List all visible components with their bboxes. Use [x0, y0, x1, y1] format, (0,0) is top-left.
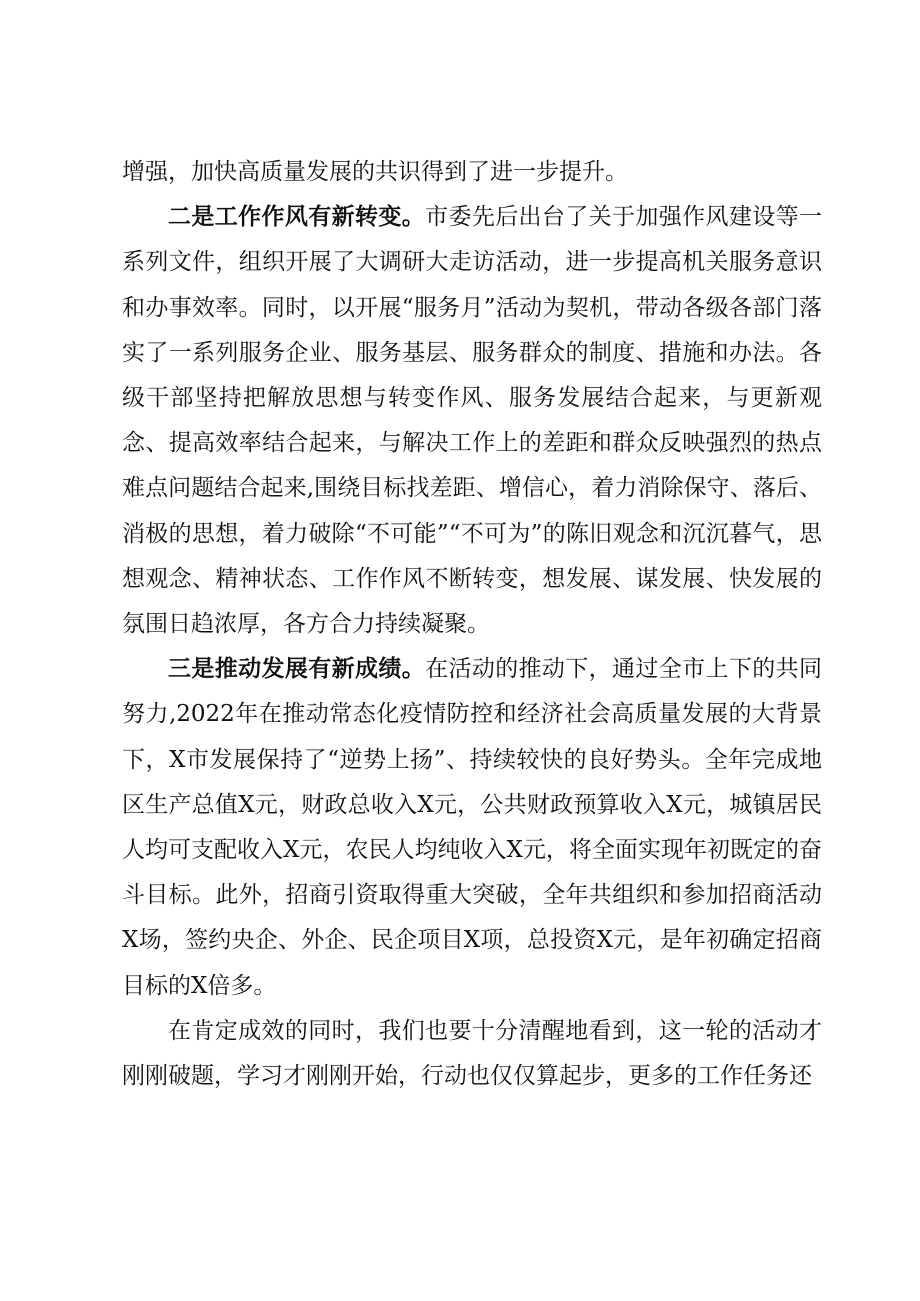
document-body	[122, 150, 822, 1099]
paragraph-lead-heading: 三是推动发展有新成绩。	[168, 656, 426, 683]
paragraph-text: 市委先后出台了关于加强作风建设等一系列文件，组织开展了大调研大走访活动，进一步提高机关服务意识和办事效率。同时，以开展“服务月”活动为契机，带动各级各部门落实了一系列服务企业、服务基层、服务群众的制度、措施和办法。各级干部坚持把解放思想与转变作风、服务发展结合起来，与更新观念、提高效率结合起来，与解决工作上的差距和群众反映强烈的热点难点问题结合起来,围绕目标找差距、增信心，着力消除保守、落后、消极的思想，着力破除“不可能”“不可为”的陈旧观念和沉沉暮气，思想观念、精神状态、工作作风不断转变，想发展、谋发展、快发展的氛围日趋浓厚，各方合力持续凝聚。	[122, 204, 823, 638]
paragraph-development-results	[122, 647, 822, 1009]
paragraph-lead-heading: 二是工作作风有新转变。	[168, 204, 426, 231]
paragraph-work-style	[122, 195, 822, 647]
paragraph-outlook	[122, 1009, 822, 1099]
paragraph-text: 在肯定成效的同时，我们也要十分清醒地看到，这一轮的活动才刚刚破题，学习才刚刚开始，行动也仅仅算起步，更多的工作任务还	[122, 1017, 822, 1090]
paragraph-continuation	[122, 150, 822, 195]
paragraph-text: 在活动的推动下，通过全市上下的共同努力,2022年在推动常态化疫情防控和经济社会高质量发展的大背景下，X市发展保持了“逆势上扬”、持续较快的良好势头。全年完成地区生产总值X元，财政总收入X元，公共财政预算收入X元，城镇居民人均可支配收入X元，农民人均纯收入X元，将全面实现年初既定的奋斗目标。此外，招商引资取得重大突破，全年共组织和参加招商活动X场，签约央企、外企、民企项目X项，总投资X元，是年初确定招商目标的X倍多。	[122, 656, 823, 999]
paragraph-text: 增强，加快高质量发展的共识得到了进一步提升。	[122, 159, 628, 185]
